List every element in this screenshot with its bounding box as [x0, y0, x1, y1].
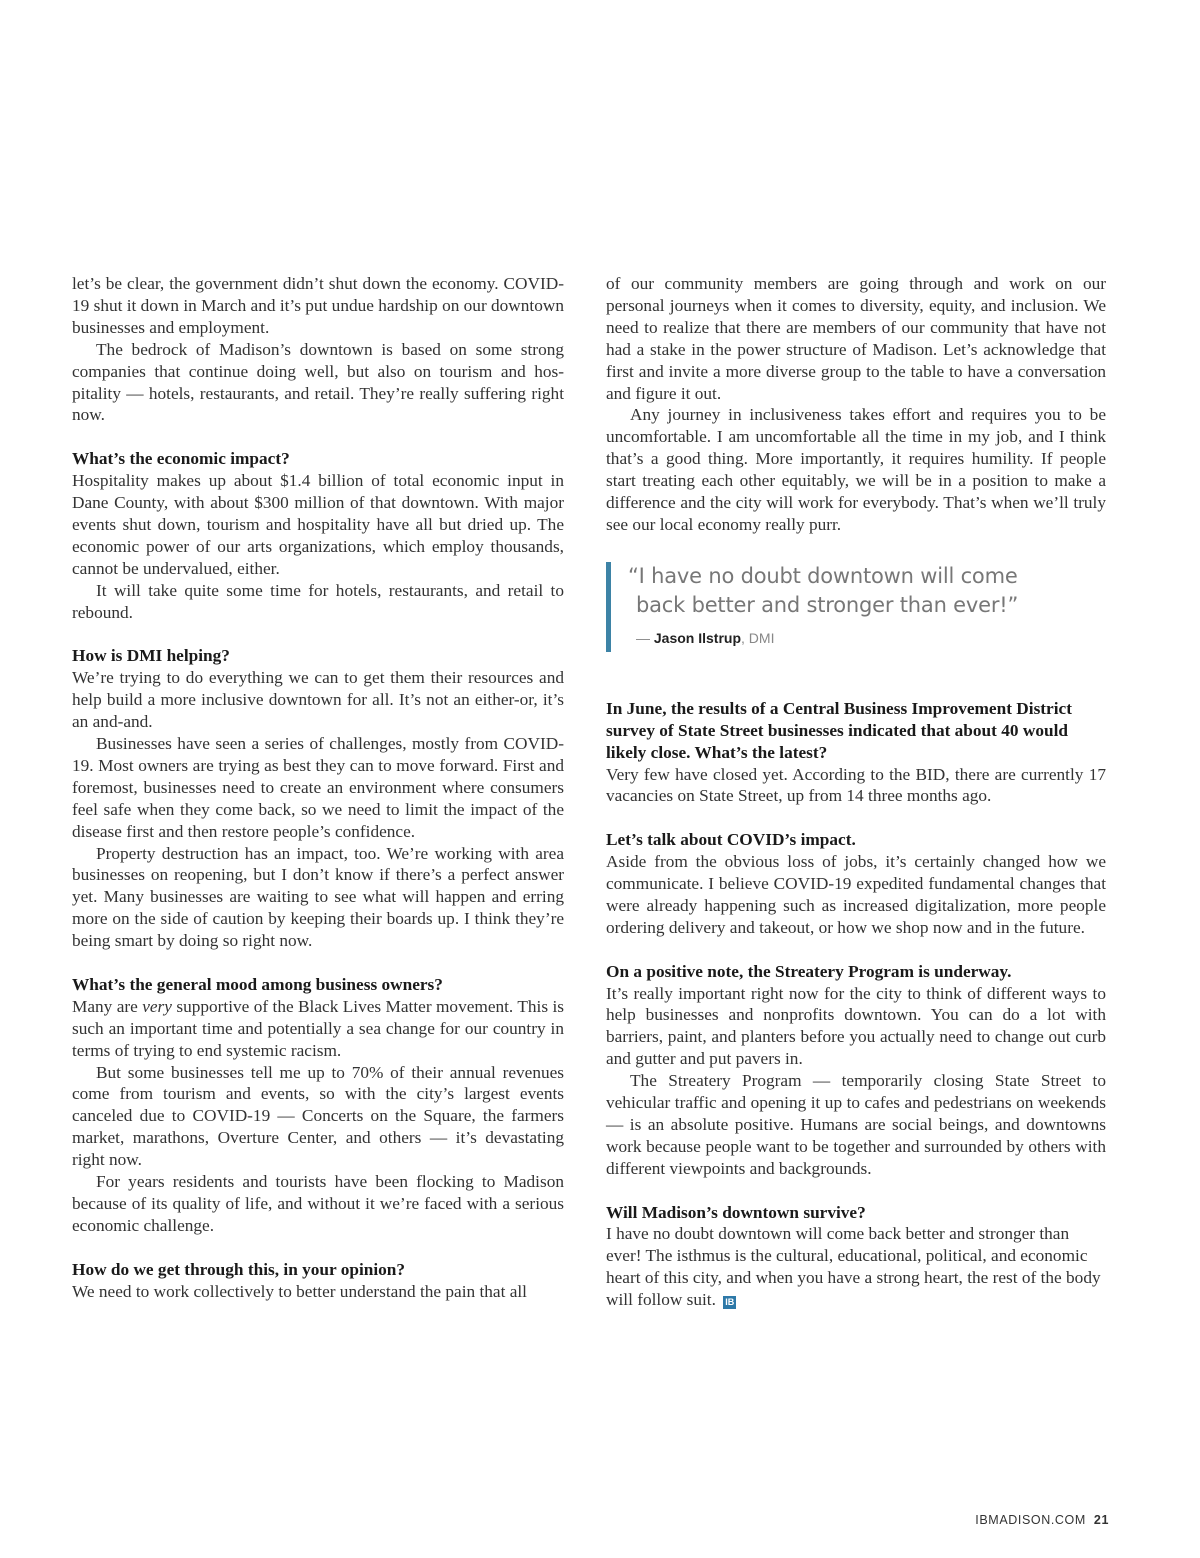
question-heading: How is DMI helping?: [72, 646, 230, 666]
paragraph: [72, 996, 564, 1062]
paragraph: Hospitality makes up about $1.4 billion of total economic input in Dane County, with about $300 million of that downtown. With major events shut down, tourism and hospitality have all but dried up. The economic power of our arts organizations, which employ thousands, cannot be undervalued, either.: [72, 471, 564, 578]
question-heading: What’s the economic impact?: [72, 449, 290, 469]
paragraph: of our community members are going through and work on our personal journeys when it comes to diversity, equity, and inclusion. We need to realize that there are members of our community that have not had a stake in the power structure of Madison. Let’s acknowledge that first and invite a more diverse group to the table to have a conversation and figure it out.: [606, 274, 1106, 403]
page-number: 21: [1093, 1513, 1109, 1527]
paragraph: let’s be clear, the government didn’t shut down the economy. COVID-19 shut it down in March and it’s put undue hardship on our downtown businesses and employment.: [72, 274, 564, 337]
paragraph: The bedrock of Madison’s downtown is based on some strong companies that continue doing well, but also on tourism and hospitality — hotels, restaurants, and retail. They’re really suffering right now.: [72, 339, 564, 425]
attribution-org: , DMI: [741, 629, 775, 646]
paragraph: Any journey in inclusiveness takes effort and requires you to be uncomfortable. I am uncomfortable all the time in my job, and I think that’s a good thing. More importantly, it requires humility. If people start treating each other equitably, we will be in a position to make a difference and the city will work for everybody. That’s when we’ll truly see our local economy really purr.: [606, 405, 1106, 534]
page-footer: [975, 1513, 1109, 1527]
paragraph: Businesses have seen a series of challenges, mostly from COVID-19. Most owners are trying as best they can to move forward. First and foremost, businesses need to create an environment where consumers feel safe when they come back, so we need to limit the impact of the disease first and then restore people’s confidence.: [72, 734, 564, 841]
paragraph: We’re trying to do everything we can to get them their resources and help build a more inclusive downtown for all. It’s not an either-or, it’s an and-and.: [72, 668, 564, 732]
ib-logo-icon: IB: [725, 1297, 735, 1308]
attribution-name: Jason Ilstrup: [653, 629, 742, 646]
text-run: I have no doubt downtown will come back better and stronger than ever! The isthmus is the cultural, educational, political, and economic heart of this city, and when you have a strong heart, the rest of the body will follow suit.: [606, 1224, 1101, 1310]
attribution-dash: —: [636, 629, 654, 646]
right-column: [606, 273, 1106, 1311]
question-heading: Let’s talk about COVID’s impact.: [606, 830, 856, 850]
pull-quote-text: [628, 562, 1106, 620]
paragraph: Aside from the obvious loss of jobs, it’s certainly changed how we communicate. I believe COVID-19 expedited fundamental changes that were already happening such as increased digitalization, more people ordering delivery and takeout, or how we shop now and in the future.: [606, 852, 1106, 937]
question-heading: In June, the results of a Central Business Improvement District survey of State Street businesses indicated that about 40 would likely close. What’s the latest?: [606, 698, 1072, 762]
paragraph: It will take quite some time for hotels, restaurants, and retail to rebound.: [72, 580, 564, 622]
pull-quote-line: back better and stronger than ever!”: [636, 592, 1019, 617]
emphasis-text: very: [142, 996, 172, 1016]
text-run: Many are: [72, 996, 143, 1016]
paragraph: Property destruction has an impact, too. We’re working with area businesses on reopening, but I don’t know if there’s a perfect answer yet. Many businesses are waiting to see what will happen and erring more on the side of caution by keeping their boards up. I think they’re being smart by doing so right now.: [72, 843, 564, 951]
left-column: [72, 273, 564, 1303]
question-heading: How do we get through this, in your opinion?: [72, 1259, 406, 1279]
footer-site: IBMADISON.COM: [975, 1513, 1086, 1527]
pull-quote-line: “I have no doubt downtown will come: [628, 563, 1018, 588]
question-heading: What’s the general mood among business owners?: [72, 974, 443, 994]
pull-quote-attribution: [628, 628, 1106, 652]
pull-quote: [606, 562, 1106, 652]
question-heading: On a positive note, the Streatery Program is underway.: [606, 961, 1012, 981]
paragraph: The Streatery Program — temporarily closing State Street to vehicular traffic and opening it up to cafes and pedestrians on weekends — is an absolute positive. Humans are social beings, and downtowns work because people want to be together and surrounded by others with different viewpoints and backgrounds.: [606, 1071, 1106, 1178]
paragraph: It’s really important right now for the city to think of different ways to help businesses and nonprofits downtown. You can do a lot with barriers, paint, and planters before you actually need to change out curb and gutter and put pavers in.: [606, 983, 1106, 1069]
paragraph: But some businesses tell me up to 70% of their annual revenues come from tourism and events, so with the city’s largest events canceled due to COVID-19 — Concerts on the Square, the farmers market, marathons, Overture Center, and others — it’s devastating right now.: [72, 1062, 564, 1170]
text-run: supportive of the Black Lives Matter movement. This is such an important time and potentially a sea change for our country in terms of trying to end systemic racism.: [72, 996, 564, 1060]
paragraph: [606, 1223, 1106, 1311]
paragraph: We need to work collectively to better understand the pain that all: [72, 1281, 527, 1301]
paragraph: For years residents and tourists have been flocking to Madison because of its quality of life, and without it we’re faced with a serious economic challenge.: [72, 1172, 564, 1235]
paragraph: Very few have closed yet. According to the BID, there are currently 17 vacancies on State Street, up from 14 three months ago.: [606, 764, 1106, 806]
question-heading: Will Madison’s downtown survive?: [606, 1202, 866, 1222]
